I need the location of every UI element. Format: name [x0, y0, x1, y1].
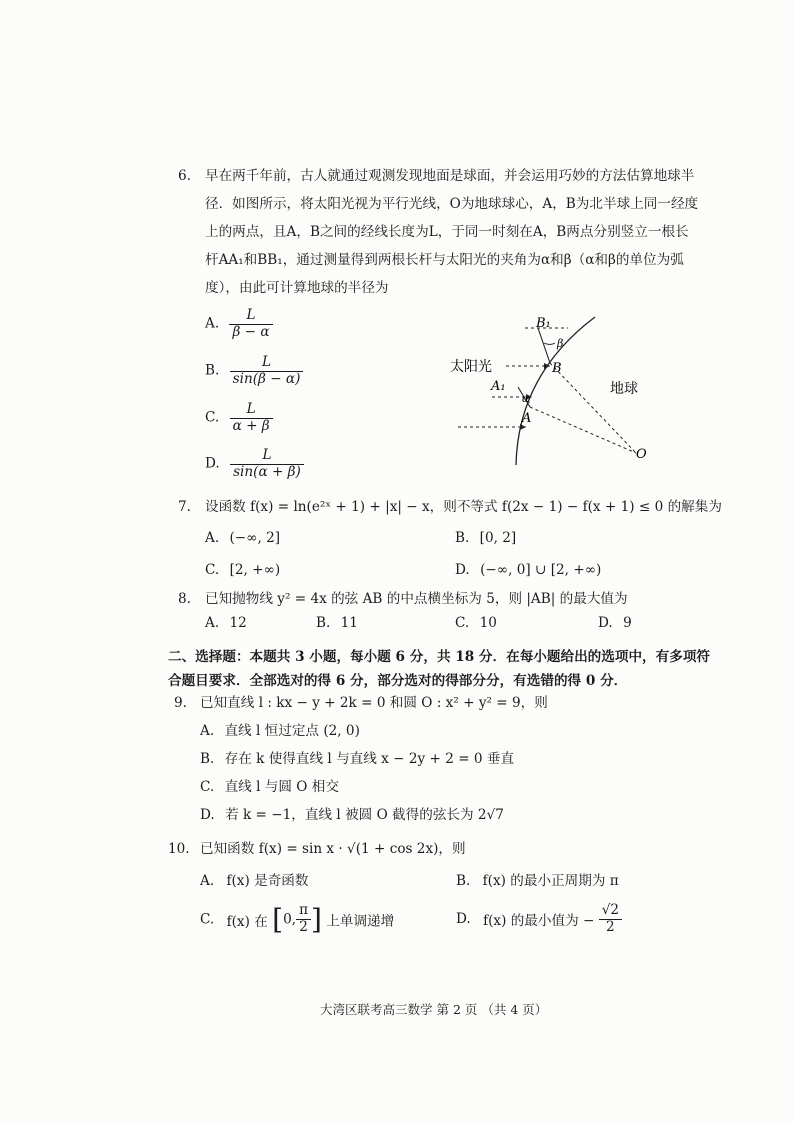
- denominator: 2: [296, 919, 311, 936]
- label-sunlight: 太阳光: [450, 359, 492, 375]
- left-bracket: [: [272, 903, 284, 936]
- option-d: [456, 903, 622, 935]
- option-text: [2, +∞): [229, 562, 281, 578]
- numerator: L: [262, 354, 272, 370]
- numerator: L: [262, 447, 272, 463]
- label-b1: B₁: [536, 316, 551, 331]
- option-text: 11: [340, 615, 358, 631]
- option-label: A.: [200, 873, 215, 889]
- option-label: B.: [456, 873, 471, 889]
- option-a: [205, 308, 273, 340]
- angle-beta-arc: [544, 343, 555, 345]
- denominator: β − α: [229, 324, 272, 341]
- earth-surface-arc: [516, 317, 595, 465]
- option-label: B.: [200, 751, 215, 767]
- option-text: 直线 l 恒过定点 (2, 0): [224, 723, 360, 739]
- option-c: [455, 609, 497, 637]
- option-b: [455, 524, 516, 552]
- option-label: B.: [316, 615, 331, 631]
- question-text: 已知抛物线 y² = 4x 的弦 AB 的中点横坐标为 5，则 |AB| 的最大值为: [205, 591, 628, 607]
- fraction: [296, 903, 311, 935]
- radius-ob: [550, 363, 636, 453]
- label-earth: 地球: [610, 381, 638, 397]
- question-number: 6.: [178, 168, 191, 184]
- option-label: A.: [200, 723, 215, 739]
- option-label: D.: [456, 911, 471, 928]
- option-d: [205, 448, 304, 480]
- fraction: [599, 903, 622, 935]
- numerator: L: [246, 307, 256, 323]
- denominator: 2: [599, 919, 622, 936]
- option-text: 若 k = −1，直线 l 被圆 O 截得的弦长为 2√7: [225, 807, 504, 823]
- option-d: [598, 609, 632, 637]
- section-instruction-line: 合题目要求．全部选对的得 6 分，部分选对的得部分分，有选错的得 0 分．: [168, 673, 628, 689]
- option-a: [200, 717, 360, 745]
- label-beta: β: [557, 337, 564, 350]
- section-instruction-line: 二、选择题：本题共 3 小题，每小题 6 分，共 18 分．在每小题给出的选项中，有多项符: [168, 649, 711, 665]
- question-text-line: 径．如图所示，将太阳光视为平行光线，O为地球球心，A，B为北半球上同一经度: [205, 196, 699, 212]
- option-text: [0, 2]: [479, 530, 517, 546]
- option-c: [200, 773, 339, 801]
- question-text-line: 早在两千年前，古人就通过观测发现地面是球面，并会运用巧妙的方法估算地球半: [205, 168, 695, 184]
- option-text: 9: [623, 615, 632, 631]
- option-text: 上单调递增: [326, 913, 395, 930]
- option-label: D.: [598, 615, 613, 631]
- option-b: [456, 867, 619, 895]
- question-text: 已知直线 l : kx − y + 2k = 0 和圆 O : x² + y² = 9，则: [200, 695, 548, 711]
- numerator: π: [299, 902, 308, 919]
- option-label: D.: [455, 562, 470, 578]
- option-label: A.: [205, 615, 220, 631]
- question-text: 设函数 f(x) = ln(e²ˣ + 1) + |x| − x，则不等式 f(2x − 1) − f(x + 1) ≤ 0 的解集为: [205, 499, 722, 515]
- option-c: [205, 556, 280, 584]
- option-text: 12: [229, 615, 247, 631]
- option-label: C.: [205, 409, 220, 426]
- option-label: C.: [205, 562, 220, 578]
- option-a: [200, 867, 308, 895]
- option-text: (−∞, 0] ∪ [2, +∞): [480, 562, 602, 578]
- option-text: f(x) 的最小正周期为 π: [482, 873, 619, 889]
- fraction: [230, 355, 304, 387]
- option-a: [205, 609, 247, 637]
- denominator: sin(β − α): [230, 371, 304, 388]
- question-number: 10.: [168, 841, 190, 857]
- option-d: [200, 801, 504, 829]
- option-label: B.: [455, 530, 470, 546]
- label-b: B: [552, 361, 562, 376]
- label-o: O: [636, 447, 647, 462]
- question-number: 7.: [178, 499, 191, 515]
- label-a1: A₁: [491, 379, 506, 394]
- fraction: [230, 402, 273, 434]
- question-number: 8.: [178, 591, 191, 607]
- pole-bb1: [538, 328, 550, 363]
- option-text: f(x) 的最小值为 −: [483, 913, 595, 930]
- question-text-line: 度），由此可计算地球的半径为: [205, 280, 389, 296]
- numerator: L: [246, 401, 256, 417]
- option-label: D.: [200, 807, 215, 823]
- option-text: 10: [479, 615, 497, 631]
- option-d: [455, 556, 601, 584]
- option-label: C.: [455, 615, 470, 631]
- fraction: [229, 308, 272, 340]
- option-label: C.: [200, 779, 215, 795]
- option-c: [200, 903, 394, 936]
- option-label: A.: [205, 315, 220, 332]
- interval-start: 0,: [283, 911, 297, 928]
- label-alpha: α: [522, 394, 529, 405]
- right-bracket: ]: [311, 903, 322, 936]
- option-label: A.: [205, 530, 220, 546]
- option-b: [316, 609, 358, 637]
- option-text: 直线 l 与圆 O 相交: [224, 779, 339, 795]
- fraction: [230, 448, 304, 480]
- option-text: f(x) 是奇函数: [226, 873, 309, 889]
- option-label: C.: [200, 911, 215, 928]
- option-text: 存在 k 使得直线 l 与直线 x − 2y + 2 = 0 垂直: [224, 751, 515, 767]
- radius-oa: [530, 407, 636, 453]
- option-label: B.: [205, 362, 220, 379]
- option-b: [205, 355, 303, 387]
- option-c: [205, 402, 273, 434]
- option-text: f(x) 在: [226, 913, 268, 930]
- option-a: [205, 524, 280, 552]
- question-number: 9.: [174, 695, 187, 711]
- question-text-line: 杆AA₁和BB₁，通过测量得到两根长杆与太阳光的夹角为α和β（α和β的单位为弧: [205, 252, 684, 268]
- label-a: A: [522, 411, 532, 426]
- denominator: sin(α + β): [230, 464, 304, 481]
- page-footer: 大湾区联考高三数学 第 2 页 （共 4 页）: [320, 1002, 548, 1017]
- denominator: α + β: [230, 418, 273, 435]
- option-label: D.: [205, 455, 220, 472]
- numerator: √2: [601, 902, 620, 918]
- earth-sunlight-figure: [440, 315, 670, 475]
- option-text: (−∞, 2]: [229, 530, 281, 546]
- question-text: 已知函数 f(x) = sin x · √(1 + cos 2x)，则: [200, 841, 466, 857]
- option-b: [200, 745, 514, 773]
- question-text-line: 上的两点，且A，B之间的经线长度为L，于同一时刻在A，B两点分别竖立一根长: [205, 224, 689, 240]
